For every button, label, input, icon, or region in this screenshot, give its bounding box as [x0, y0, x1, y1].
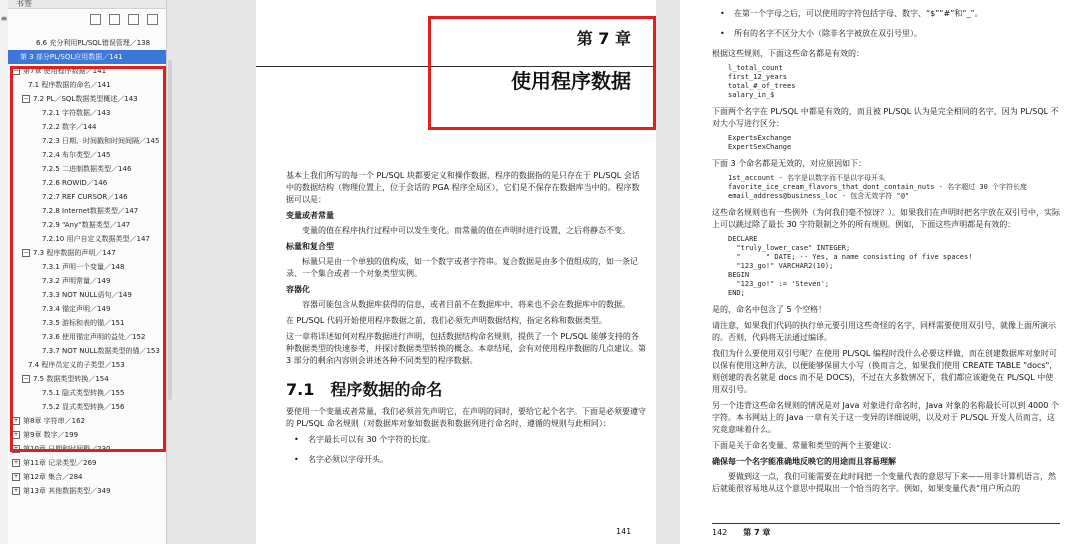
bookmark-toolbar [8, 9, 166, 29]
collapse-all-icon[interactable] [109, 14, 120, 25]
bookmark-label: 7.2.7 REF CURSOR／146 [42, 193, 128, 201]
bookmark-label: 7.2.2 数字／144 [42, 123, 97, 131]
paragraph: 下面是关于命名变量、常量和类型的两个主要建议： [712, 441, 896, 450]
bookmark-label: 7.2.1 字符数据／143 [42, 109, 111, 117]
bookmark-item[interactable] [8, 120, 166, 134]
bookmark-label: 7.2.5 二进制数据类型／146 [42, 165, 132, 173]
code-block: ExpertsExchange ExpertSexChange [728, 134, 792, 151]
bookmark-label: 7.2.6 ROWID／146 [42, 179, 108, 187]
page-footer [712, 527, 770, 538]
bookmark-label: 第13章 其他数据类型／349 [23, 487, 111, 495]
bookmark-item[interactable] [8, 50, 166, 64]
paragraph: 另一个违背这些命名规则的情况是对 Java 对象进行命名时，Java 对象的名称最长可以到 4000 个字符。本书网站上的 Java 一章有关于这一变异的详细说明，以及对于 PL/SQL 开发人员而言，这究竟意味着什么。 [712, 401, 1059, 434]
expand-toggle-icon[interactable]: + [13, 431, 19, 438]
bullet-item: • 在第一个字母之后，可以使用的字符包括字母、数字、“$”“#”和“_”。 [712, 8, 1060, 20]
bookmark-item[interactable] [8, 260, 166, 274]
bookmark-label: 7.2.3 日期、时间戳和时间间隔／145 [42, 137, 160, 145]
page-number: 141 [616, 527, 632, 536]
expand-toggle-icon[interactable]: − [13, 67, 19, 74]
bookmark-item[interactable] [8, 134, 166, 148]
paragraph: 是的，命名中包含了 5 个空格！ [712, 305, 827, 314]
bookmark-item[interactable] [8, 456, 166, 470]
code-block: l_total_count first_12_years total_#_of_trees salary_in_$ [728, 64, 796, 99]
bookmark-label: 第 3 部分PL/SQL应用数据／141 [20, 53, 123, 61]
paragraph: 下面 3 个命名都是无效的，对应原因如下： [712, 159, 867, 168]
bookmark-label: 第9章 数字／199 [23, 431, 79, 439]
bookmark-label: 7.1 程序数据的命名／141 [28, 81, 111, 89]
bookmark-label: 第8章 字符串／162 [23, 417, 86, 425]
bookmark-item[interactable] [8, 218, 166, 232]
bookmark-item[interactable] [8, 358, 166, 372]
expand-toggle-icon[interactable]: + [13, 417, 19, 424]
footer-chapter: 第 7 章 [743, 528, 771, 537]
bookmark-item[interactable] [8, 400, 166, 414]
bookmark-label: 7.3.4 锚定声明／149 [42, 305, 111, 313]
bookmark-item[interactable] [8, 414, 166, 428]
page-142 [680, 0, 1080, 544]
bookmark-item[interactable] [8, 372, 166, 386]
subheading: 确保每一个名字能准确地反映它的用途而且容易理解 [712, 457, 896, 466]
page-number: 142 [712, 528, 728, 537]
bookmark-tree [8, 36, 166, 498]
section-heading: 7.1 程序数据的命名 [286, 380, 443, 399]
expand-toggle-icon[interactable]: + [13, 487, 19, 494]
bookmark-item[interactable] [8, 36, 166, 50]
bookmark-label: 7.2.8 Internet数据类型／147 [42, 207, 139, 215]
bookmark-item[interactable] [8, 288, 166, 302]
chapter-title: 使用程序数据 [511, 69, 631, 93]
bookmark-label: 第11章 记录类型／269 [23, 459, 97, 467]
footer-rule [712, 523, 1060, 524]
bookmark-label: 7.3.2 声明常量／149 [42, 277, 111, 285]
bookmark-item[interactable] [8, 106, 166, 120]
paragraph: 这一章将详述如何对程序数据进行声明，包括数据结构命名规则，提供了一个 PL/SQL 能够支持的各种数据类型的快速参考，并探讨数据类型转换的概念。本章结尾，会有对使用程序数据的几点建议。第 3 部分的剩余内容则会讲述各种不同类型的程序数据。 [286, 332, 646, 365]
code-block: 1st_account - 名字是以数字而不是以字母开头 favorite_ice_cream_flavors_that_dont_contain_nuts - 名字超过 30 个字符长度 email_address@business_loc - 包含无效字符 "@" [728, 174, 1028, 200]
bookmark-label: 7.3.5 游标和表的锚／151 [42, 319, 125, 327]
bookmark-item[interactable] [8, 190, 166, 204]
bookmark-label: 7.3.1 声明一个变量／148 [42, 263, 125, 271]
bookmark-item[interactable] [8, 330, 166, 344]
bookmark-item[interactable] [8, 316, 166, 330]
bookmark-item[interactable] [8, 78, 166, 92]
expand-toggle-icon[interactable]: + [13, 473, 19, 480]
bookmarks-panel [8, 0, 167, 544]
bookmark-item[interactable] [8, 176, 166, 190]
paragraph: 要使用一个变量或者常量，我们必须首先声明它，在声明的同时，要给它起个名字。下面是必须要遵守的 PL/SQL 命名规则（对数据库对象如数据表和数据列进行命名时，遵循的规则与此相同）： [286, 407, 646, 428]
bookmark-item[interactable] [8, 232, 166, 246]
bookmark-label: 第12章 集合／284 [23, 473, 83, 481]
bookmark-item[interactable] [8, 302, 166, 316]
paragraph: 请注意，如果我们代码的执行单元要引用这些奇怪的名字，同样需要使用双引号，就像上面所演示的。否则，代码将无法通过编译。 [712, 321, 1056, 342]
chapter-number: 第 7 章 [576, 29, 631, 48]
paragraph: 容器可能包含从数据库获得的信息，或者目前不在数据库中、将来也不会在数据库中的数据。 [302, 300, 630, 309]
expand-toggle-icon[interactable]: + [13, 459, 19, 466]
page-141 [256, 0, 656, 544]
strip-glyph: ≡ [0, 14, 8, 23]
bookmark-label: 7.2.9 “Any”数据类型／147 [42, 221, 131, 229]
paragraph: 变量的值在程序执行过程中可以发生变化。而常量的值在声明时进行设置，之后将静态不变。 [302, 226, 630, 235]
sidebar-scrollbar[interactable] [168, 60, 172, 400]
bookmark-item[interactable] [8, 246, 166, 260]
paragraph: 基本上我们所写的每一个 PL/SQL 块都要定义和操作数据，程序的数据指的是只存在于 PL/SQL 会话中的数据结构（物理位置上，位于会话的 PGA 程序全局区），它们是不保存在数据库当中的。程序数据可以是： [286, 171, 640, 204]
expand-toggle-icon[interactable]: − [23, 375, 29, 382]
subheading: 标量和复合型 [286, 242, 334, 251]
bookmark-label: 7.2 PL／SQL数据类型概述／143 [33, 95, 138, 103]
bullet-item: • 名字必须以字母开头。 [286, 454, 646, 466]
paragraph: 我们为什么要使用双引号呢？在使用 PL/SQL 编程时没什么必要这样做，而在创建数据库对象时可以保有使用这种方法，以便能够保留大小写（换而言之，如果我们使用 CREATE TABLE "docs"，则创建的表名就是 docs 而不是 DOCS)，不过在大多数情况下，我们都应该避免在 PL/SQL 中使用双引号。 [712, 349, 1058, 394]
bookmark-options-icon[interactable] [128, 14, 139, 25]
bookmark-label: 7.5.2 显式类型转换／156 [42, 403, 125, 411]
bookmark-item[interactable] [8, 92, 166, 106]
page-body [712, 4, 1060, 499]
bookmark-label: 7.2.4 布尔类型／145 [42, 151, 111, 159]
bookmark-label: 7.3.3 NOT NULL语句／149 [42, 291, 132, 299]
subheading: 容器化 [286, 285, 310, 294]
bookmark-label: 7.4 程序员定义的子类型／153 [28, 361, 125, 369]
bookmark-icon[interactable] [147, 14, 158, 25]
subheading: 变量或者常量 [286, 211, 334, 220]
bookmark-label: 7.2.10 用户自定义数据类型／147 [42, 235, 150, 243]
paragraph: 根据这些规则，下面这些命名都是有效的： [712, 49, 864, 58]
bullet-item: • 所有的名字不区分大小（除非名字被放在双引号里）。 [712, 28, 1060, 40]
code-block: DECLARE "truly_lower_case" INTEGER; " " DATE; -- Yes, a name consisting of five spaces! "123_go!" VARCHAR2(10); BEGIN "123_go!" := 'Steven'; END; [728, 235, 973, 297]
bookmark-label: 7.3.6 使用锚定声明的益处／152 [42, 333, 146, 341]
bookmark-item[interactable] [8, 204, 166, 218]
bookmark-item[interactable] [8, 344, 166, 358]
expand-toggle-icon[interactable]: + [13, 445, 19, 452]
paragraph: 这些命名规则也有一些例外（为何我们毫不惊讶？）。如果我们在声明时把名字放在双引号中，实际上可以跳过除了最长 30 字符限制之外的所有规则。例如，下面这些声明都是有效的： [712, 208, 1060, 229]
bookmark-item[interactable] [8, 162, 166, 176]
bookmark-label: 6.6 充分利用PL/SQL错误管理／138 [36, 39, 151, 47]
bookmark-label: 7.5.1 隐式类型转换／155 [42, 389, 125, 397]
paragraph: 要做到这一点，我们可能需要在此时间把一个变量代表的意思写下来——用非计算机语言，然后就能很容易地从这个意思中提取出一个恰当的名字。例如，如果变量代表“用户所点的 [712, 472, 1056, 493]
expand-toggle-icon[interactable]: − [23, 95, 29, 102]
bookmark-item[interactable] [8, 470, 166, 484]
bookmark-item[interactable] [8, 428, 166, 442]
paragraph: 下面两个名字在 PL/SQL 中都是有效的，而且被 PL/SQL 认为是完全相同的名字，因为 PL/SQL 不对大小写进行区分： [712, 107, 1059, 128]
paragraph: 在 PL/SQL 代码开始使用程序数据之前，我们必须先声明数据结构，指定名称和数据类型。 [286, 316, 607, 325]
bookmarks-header: 书签 [8, 0, 166, 9]
bookmark-item[interactable] [8, 148, 166, 162]
bookmark-item[interactable] [8, 386, 166, 400]
bookmark-item[interactable] [8, 484, 166, 498]
bookmark-label: 7.5 数据类型转换／154 [33, 375, 109, 383]
bookmark-label: 第7章 使用程序数据／141 [23, 67, 107, 75]
highlight-box-chapter [428, 16, 656, 130]
bookmark-label: 7.3 程序数据的声明／147 [33, 249, 116, 257]
bookmark-item[interactable] [8, 274, 166, 288]
expand-all-icon[interactable] [90, 14, 101, 25]
expand-toggle-icon[interactable]: − [23, 249, 29, 256]
bookmark-item[interactable] [8, 442, 166, 456]
bookmark-label: 7.3.7 NOT NULL数据类型的锚／153 [42, 347, 160, 355]
paragraph: 标量只是由一个单独的值构成，如一个数字或者字符串。复合数据是由多个值组成的，如一条记录、一个集合或者一个对象类型实例。 [286, 257, 638, 278]
bookmark-label: 第10章 日期和时间戳／230 [23, 445, 111, 453]
page-body [286, 170, 646, 474]
bookmark-item[interactable] [8, 64, 166, 78]
bullet-item: • 名字最长可以有 30 个字符的长度。 [286, 434, 646, 446]
